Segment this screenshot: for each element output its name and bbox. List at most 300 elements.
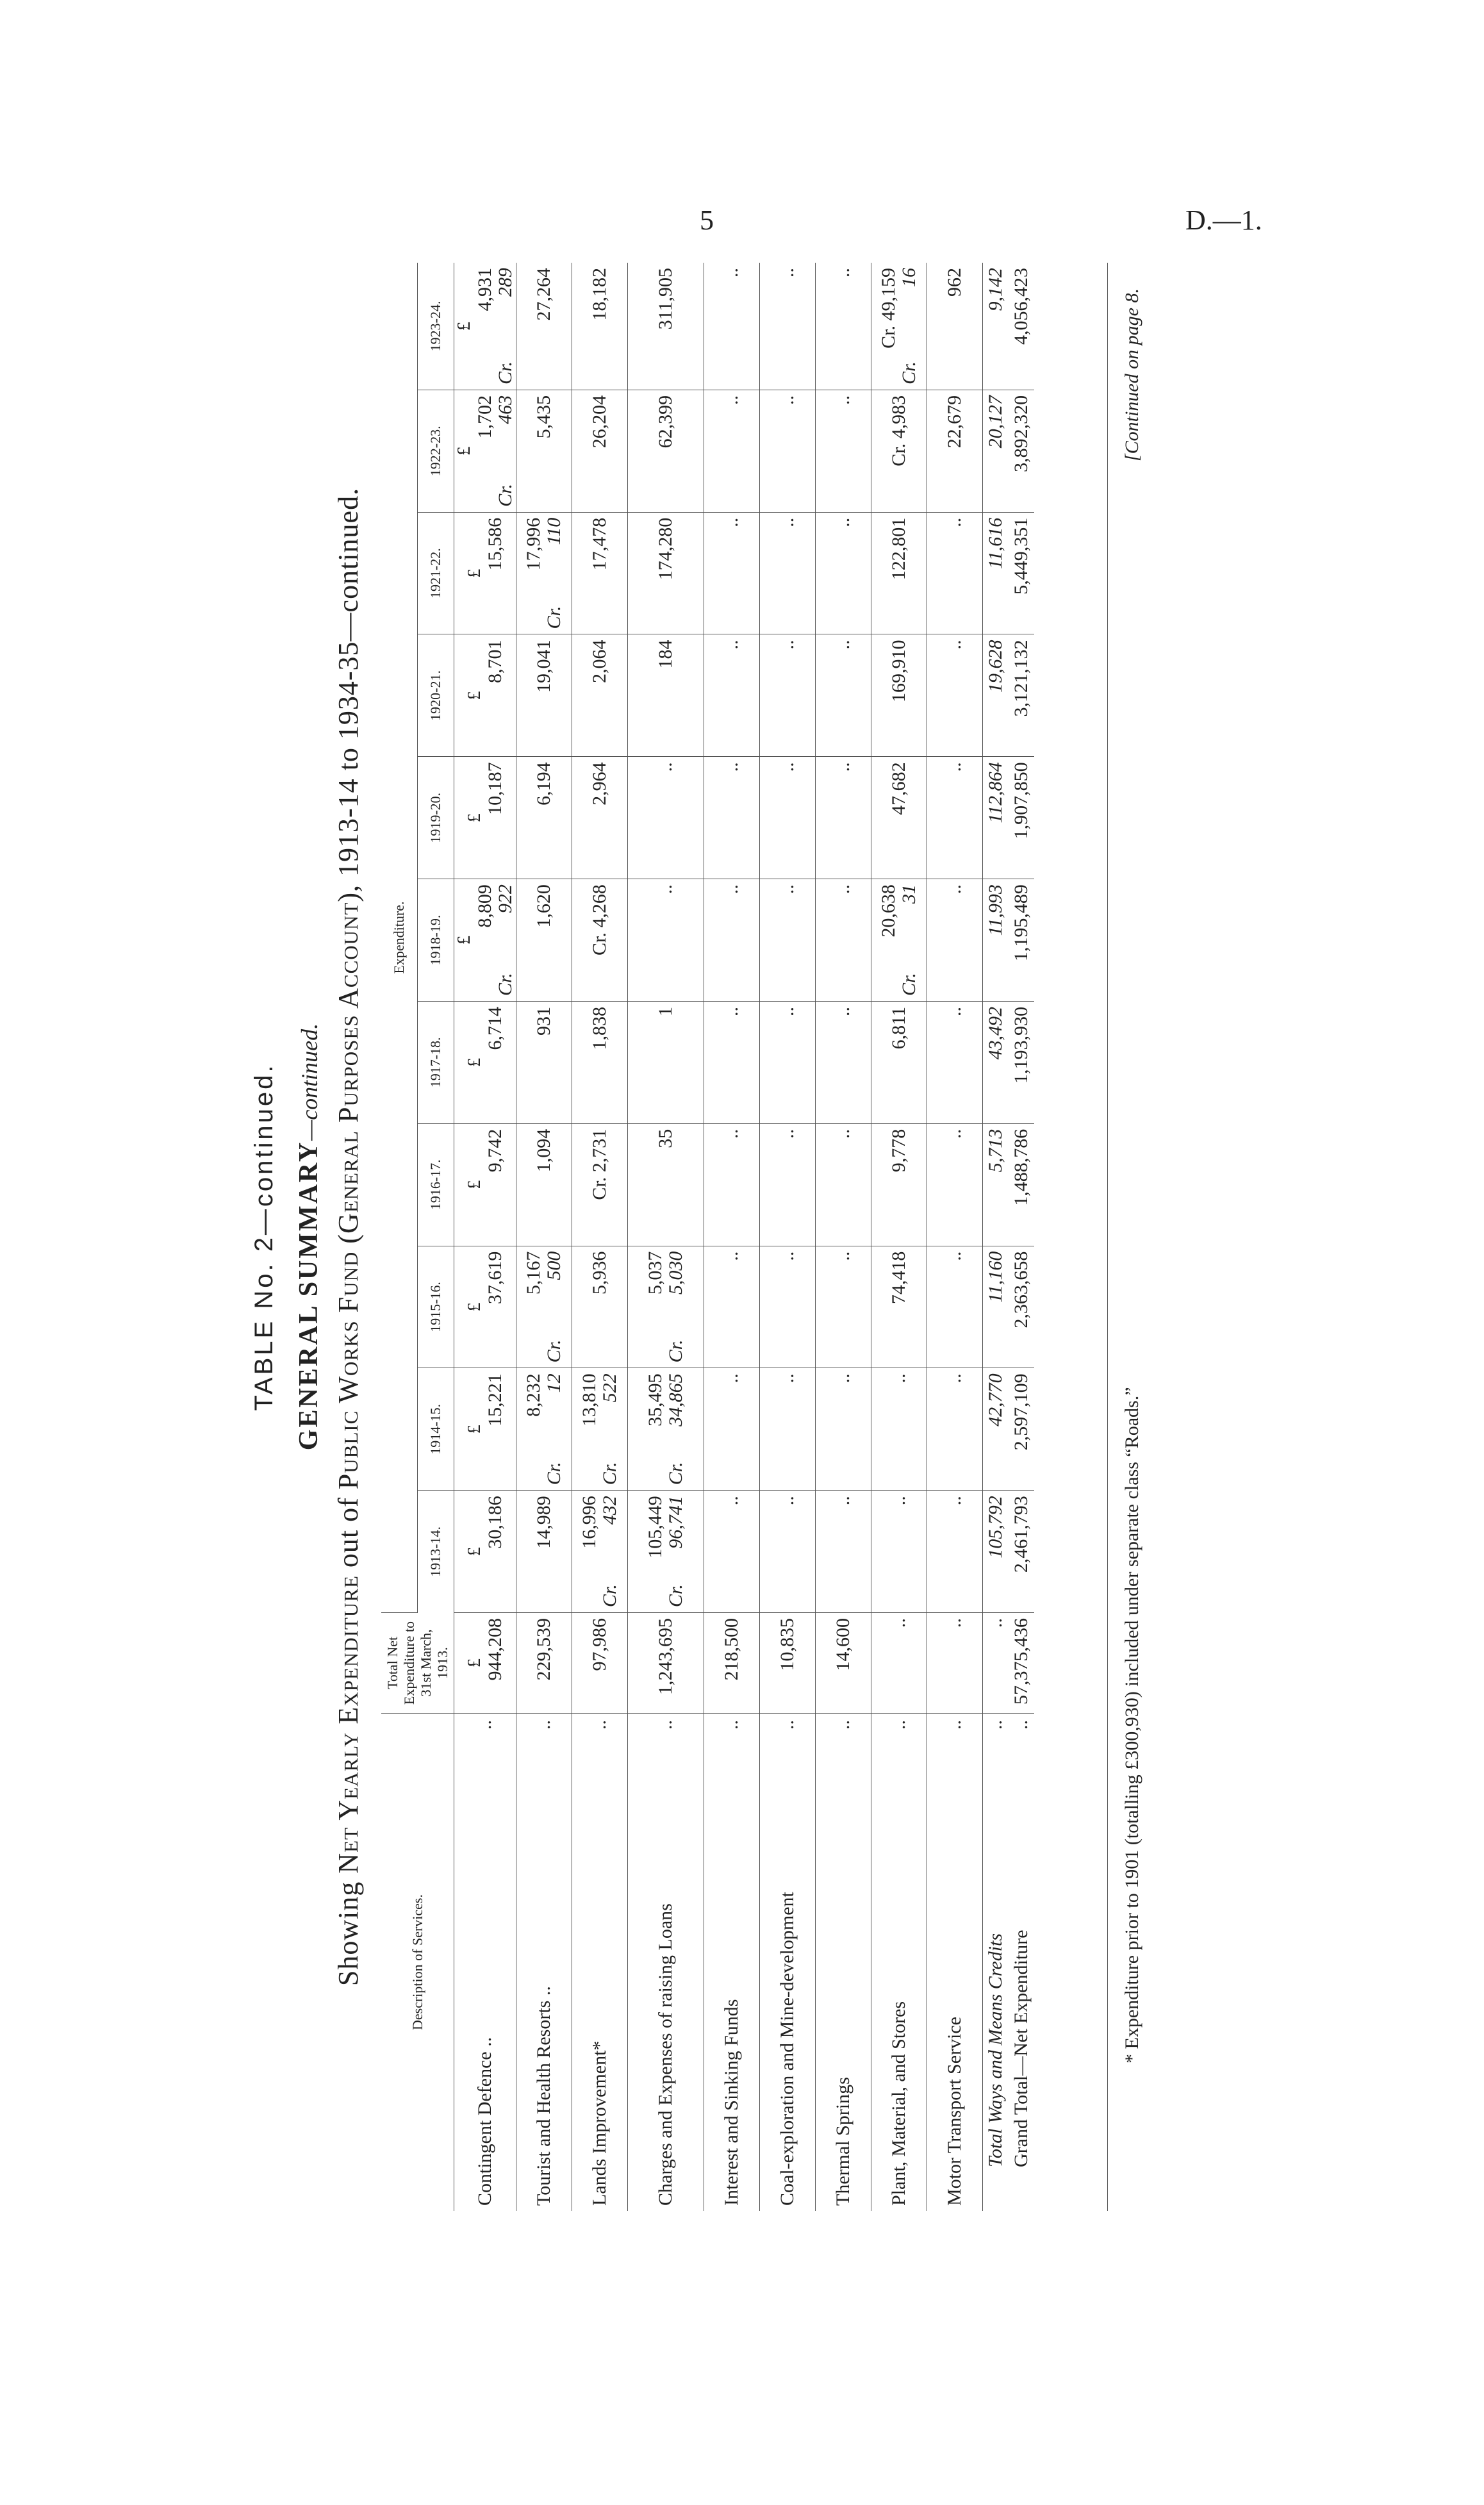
year-value xyxy=(704,634,760,757)
amount: 20,638 xyxy=(878,884,899,938)
credit-amount: 432 xyxy=(599,1496,620,1525)
year-value xyxy=(927,263,983,390)
amount: 105,449 xyxy=(645,1496,666,1558)
credit-amount: 16 xyxy=(898,268,919,287)
year-value xyxy=(760,1123,816,1246)
amount: 22,679 xyxy=(944,395,965,449)
total-value: 1,243,695 xyxy=(655,1618,676,1695)
amount: 8,232 xyxy=(523,1373,544,1417)
credit-amount: 12 xyxy=(543,1373,565,1393)
credit-line xyxy=(600,1373,620,1485)
amount: .. xyxy=(721,395,742,405)
amount: 5,037 xyxy=(645,1251,666,1295)
amount: 35,495 xyxy=(645,1373,666,1426)
credit-line xyxy=(666,1373,686,1485)
amount: .. xyxy=(777,1251,798,1261)
year-value xyxy=(628,1001,704,1123)
total-to-1913: 57,375,436 xyxy=(1009,1613,1034,1714)
year-total: 1,193,930 xyxy=(1009,1001,1034,1123)
year-value xyxy=(760,390,816,512)
year-value xyxy=(760,757,816,879)
amount: 35 xyxy=(655,1128,676,1148)
amount: 9,778 xyxy=(888,1128,909,1173)
amount: 122,801 xyxy=(888,517,909,581)
amount: 16,996 xyxy=(579,1496,600,1549)
year-value xyxy=(454,390,516,512)
total-to-1913 xyxy=(816,1613,871,1714)
year-value xyxy=(628,390,704,512)
amount: .. xyxy=(777,1128,798,1139)
year-value xyxy=(454,634,516,757)
table-subtitle xyxy=(332,244,365,2230)
amount: .. xyxy=(832,517,853,527)
amount: 15,221 xyxy=(484,1373,506,1426)
year-value xyxy=(516,512,572,634)
credit-label: Cr. xyxy=(665,1339,686,1363)
amount: .. xyxy=(832,1373,853,1384)
amount: 17,478 xyxy=(589,517,610,571)
table-row xyxy=(628,263,704,2211)
year-total: 1,907,850 xyxy=(1009,757,1034,879)
year-value xyxy=(871,1246,927,1368)
year-value xyxy=(927,390,983,512)
year-value xyxy=(516,1001,572,1123)
credit-line xyxy=(899,268,919,384)
credit-label: Cr. xyxy=(665,1584,686,1607)
amount: 5,167 xyxy=(523,1251,544,1295)
year-value xyxy=(760,1491,816,1613)
year-value xyxy=(760,263,816,390)
service-label: Plant, Material, and Stores xyxy=(888,2001,909,2206)
year-value xyxy=(572,1246,628,1368)
amount: 30,186 xyxy=(484,1496,506,1549)
year-value xyxy=(628,1123,704,1246)
year-header: 1916-17. xyxy=(418,1123,454,1246)
credit-label: Cr. xyxy=(898,361,919,384)
amount: .. xyxy=(721,884,742,895)
year-value xyxy=(927,757,983,879)
table-row xyxy=(572,263,628,2211)
amount: 62,399 xyxy=(655,395,676,449)
credit-line xyxy=(600,1496,620,1607)
credit-label: Cr. xyxy=(898,973,919,996)
total-header: Total Net Expenditure to 31st March, 1913. xyxy=(381,1613,454,1714)
pound-sign: £ xyxy=(465,1180,484,1189)
amount: 174,280 xyxy=(655,517,676,581)
service-label: Charges and Expenses of raising Loans xyxy=(655,1903,676,2206)
year-value xyxy=(572,263,628,390)
year-value xyxy=(816,1246,871,1368)
year-total: 3,121,132 xyxy=(1009,634,1034,757)
year-total: 2,363,658 xyxy=(1009,1246,1034,1368)
amount: .. xyxy=(777,1496,798,1506)
amount: 2,964 xyxy=(589,762,610,806)
page-number: 5 xyxy=(700,204,714,236)
credit-line xyxy=(495,268,516,384)
pound-sign: £ xyxy=(454,321,474,331)
year-value xyxy=(871,634,927,757)
year-value xyxy=(816,1123,871,1246)
total-to-1913 xyxy=(572,1613,628,1714)
year-value xyxy=(454,1368,516,1491)
amount: .. xyxy=(832,1496,853,1506)
year-value xyxy=(704,1001,760,1123)
amount: .. xyxy=(721,1128,742,1139)
year-value xyxy=(454,879,516,1002)
year-value xyxy=(816,263,871,390)
credit-label: Cr. xyxy=(495,361,516,384)
year-total: 11,993 xyxy=(983,879,1009,1002)
amount: 1,620 xyxy=(533,884,554,928)
amount: 8,701 xyxy=(484,640,506,683)
total-value: 229,539 xyxy=(533,1618,554,1681)
amount: 1 xyxy=(655,1006,676,1016)
credit-amount: 500 xyxy=(543,1251,565,1280)
amount: 13,810 xyxy=(579,1373,600,1426)
year-value xyxy=(454,1246,516,1368)
year-value xyxy=(516,390,572,512)
year-value xyxy=(816,634,871,757)
amount: Cr. 4,268 xyxy=(589,884,610,955)
year-value xyxy=(516,634,572,757)
leader-dots: .. xyxy=(721,1720,742,1730)
year-value xyxy=(871,390,927,512)
total-to-1913 xyxy=(871,1613,927,1714)
year-total: 2,597,109 xyxy=(1009,1368,1034,1491)
subtitle-part-3: out of xyxy=(333,1497,364,1568)
total-to-1913 xyxy=(454,1613,516,1714)
year-total: 3,892,320 xyxy=(1009,390,1034,512)
credit-amount: 5,030 xyxy=(665,1251,686,1295)
year-header: 1923-24. xyxy=(418,263,454,390)
year-value xyxy=(760,879,816,1002)
amount: .. xyxy=(721,1496,742,1506)
year-value xyxy=(760,512,816,634)
pound-sign: £ xyxy=(465,1425,484,1434)
year-value xyxy=(704,1368,760,1491)
summary-title xyxy=(293,244,324,2230)
year-total: 11,160 xyxy=(983,1246,1009,1368)
amount: 1,702 xyxy=(474,395,495,439)
year-value xyxy=(454,1123,516,1246)
table-row xyxy=(454,263,516,2211)
year-value xyxy=(628,1491,704,1613)
credit-amount: 96,741 xyxy=(665,1496,686,1549)
year-value xyxy=(704,757,760,879)
amount: 17,996 xyxy=(523,517,544,571)
amount: 26,204 xyxy=(589,395,610,449)
year-value xyxy=(572,1123,628,1246)
credit-label: Cr. xyxy=(543,1462,565,1485)
credit-line xyxy=(666,1496,686,1607)
year-value xyxy=(516,1491,572,1613)
credit-line xyxy=(666,1252,686,1363)
amount: .. xyxy=(944,762,965,772)
amount: .. xyxy=(721,1006,742,1016)
leader-dots: .. xyxy=(944,1720,965,1730)
amount: 14,989 xyxy=(533,1496,554,1549)
leader-dots: .. xyxy=(832,1720,853,1730)
amount: .. xyxy=(777,395,798,405)
summary-label: GENERAL SUMMARY xyxy=(294,1140,324,1451)
summary-continued: —continued. xyxy=(297,1023,322,1141)
year-value xyxy=(760,1246,816,1368)
amount: 18,182 xyxy=(589,268,610,321)
year-value xyxy=(572,634,628,757)
credit-label: Cr. xyxy=(543,1339,565,1363)
year-value xyxy=(628,512,704,634)
amount: Cr. 4,983 xyxy=(888,395,909,467)
year-value xyxy=(871,1491,927,1613)
year-value xyxy=(572,512,628,634)
pound-sign: £ xyxy=(465,1302,484,1312)
leader-dots: .. xyxy=(888,1720,909,1730)
document-reference: D.—1. xyxy=(1185,204,1262,236)
amount: Cr. 49,159 xyxy=(878,268,899,349)
year-total: 5,713 xyxy=(983,1123,1009,1246)
leader-dots: .. xyxy=(1010,1720,1032,1730)
credit-label: Cr. xyxy=(665,1462,686,1485)
year-total: 112,864 xyxy=(983,757,1009,879)
year-value xyxy=(816,1001,871,1123)
year-value xyxy=(816,757,871,879)
year-value xyxy=(454,1491,516,1613)
amount: 5,435 xyxy=(533,395,554,439)
year-header: 1922-23. xyxy=(418,390,454,512)
footnote: * Expenditure prior to 1901 (totalling £300,930) included under separate class “Roads.” xyxy=(1121,1387,1142,2063)
credit-label: Cr. xyxy=(495,973,516,996)
credit-line xyxy=(544,1373,565,1485)
amount: .. xyxy=(832,640,853,650)
year-header: 1918-19. xyxy=(418,879,454,1002)
year-value xyxy=(927,634,983,757)
year-header: 1920-21. xyxy=(418,634,454,757)
year-value xyxy=(927,879,983,1002)
amount: 2,064 xyxy=(589,640,610,683)
year-value xyxy=(871,1123,927,1246)
credit-line xyxy=(495,395,516,507)
table-row xyxy=(516,263,572,2211)
credit-line xyxy=(899,884,919,996)
total-to-1913 xyxy=(927,1613,983,1714)
amount: .. xyxy=(721,762,742,772)
table-row xyxy=(704,263,760,2211)
year-value xyxy=(516,1246,572,1368)
amount: .. xyxy=(721,1251,742,1261)
service-description xyxy=(816,1714,871,2212)
leader-dots: .. xyxy=(985,1720,1006,1730)
total-value: 14,600 xyxy=(832,1618,853,1671)
table-row xyxy=(927,263,983,2211)
year-value xyxy=(704,1123,760,1246)
amount: .. xyxy=(655,884,676,895)
year-value xyxy=(628,1368,704,1491)
year-value xyxy=(628,757,704,879)
table-row xyxy=(760,263,816,2211)
amount: .. xyxy=(832,1128,853,1139)
credit-label: Cr. xyxy=(599,1462,620,1485)
year-value xyxy=(572,757,628,879)
pound-sign: £ xyxy=(465,691,484,700)
credit-amount: 522 xyxy=(599,1373,620,1403)
service-label: Thermal Springs xyxy=(832,2077,853,2206)
total-row xyxy=(983,263,1009,2211)
year-value xyxy=(572,1368,628,1491)
total-description xyxy=(983,1714,1009,2212)
amount: 4,931 xyxy=(474,268,495,311)
amount: .. xyxy=(777,1006,798,1016)
leader-dots: .. xyxy=(655,1720,676,1730)
amount: 6,811 xyxy=(888,1006,909,1050)
year-total: 20,127 xyxy=(983,390,1009,512)
year-value xyxy=(516,1123,572,1246)
year-value xyxy=(927,1123,983,1246)
amount: .. xyxy=(721,1373,742,1384)
amount: 962 xyxy=(944,268,965,297)
rotated-page-content xyxy=(250,244,1185,2230)
year-value xyxy=(871,757,927,879)
year-value xyxy=(516,757,572,879)
year-total: 11,616 xyxy=(983,512,1009,634)
total-value: 10,835 xyxy=(777,1618,798,1671)
total-to-1913 xyxy=(516,1613,572,1714)
total-to-1913: .. xyxy=(983,1613,1009,1714)
year-total: 105,792 xyxy=(983,1491,1009,1613)
year-value xyxy=(572,1001,628,1123)
year-value xyxy=(927,1246,983,1368)
year-value xyxy=(628,263,704,390)
year-value xyxy=(760,634,816,757)
amount: .. xyxy=(777,1373,798,1384)
amount: .. xyxy=(944,1128,965,1139)
amount: .. xyxy=(832,762,853,772)
year-value xyxy=(871,1001,927,1123)
total-value: 944,208 xyxy=(484,1618,506,1681)
amount: .. xyxy=(721,517,742,527)
year-value xyxy=(760,1368,816,1491)
service-description xyxy=(454,1714,516,2212)
credit-amount: 463 xyxy=(495,395,516,424)
amount: .. xyxy=(721,268,742,277)
year-value xyxy=(454,512,516,634)
year-value xyxy=(816,390,871,512)
total-value: 97,986 xyxy=(589,1618,610,1671)
service-label: Motor Transport Service xyxy=(944,2017,965,2206)
amount: 1,838 xyxy=(589,1006,610,1050)
credit-label: Cr. xyxy=(543,606,565,629)
year-value xyxy=(516,1368,572,1491)
service-label: Tourist and Health Resorts .. xyxy=(533,1986,554,2206)
amount: 19,041 xyxy=(533,640,554,693)
amount: .. xyxy=(944,517,965,527)
credit-amount: 110 xyxy=(543,517,565,545)
amount: .. xyxy=(777,884,798,895)
desc-header: Description of Services. xyxy=(409,1894,425,2030)
year-value xyxy=(704,390,760,512)
year-value xyxy=(704,1491,760,1613)
service-description xyxy=(572,1714,628,2212)
amount: .. xyxy=(944,884,965,895)
amount: 311,905 xyxy=(655,268,676,330)
amount: 47,682 xyxy=(888,762,909,815)
service-description xyxy=(760,1714,816,2212)
amount: .. xyxy=(944,1251,965,1261)
year-header: 1915-16. xyxy=(418,1246,454,1368)
year-value xyxy=(760,1001,816,1123)
subtitle-part-2: Net Yearly Expenditure xyxy=(333,1575,364,1874)
amount: 169,910 xyxy=(888,640,909,702)
year-value xyxy=(704,879,760,1002)
amount: 8,809 xyxy=(474,884,495,928)
amount: .. xyxy=(944,1373,965,1384)
year-header: 1919-20. xyxy=(418,757,454,879)
year-total: 1,195,489 xyxy=(1009,879,1034,1002)
credit-line xyxy=(544,1252,565,1363)
table-title: TABLE No. 2—continued. xyxy=(250,1062,278,1411)
amount: .. xyxy=(832,1251,853,1261)
year-value xyxy=(516,263,572,390)
year-total: 1,488,786 xyxy=(1009,1123,1034,1246)
year-header: 1913-14. xyxy=(418,1491,454,1613)
leader-dots: .. xyxy=(474,1720,495,1730)
pound-sign: £ xyxy=(465,1057,484,1067)
amount: .. xyxy=(944,1496,965,1506)
amount: 1,094 xyxy=(533,1128,554,1173)
credit-amount: 289 xyxy=(495,268,516,297)
credit-line xyxy=(544,518,565,629)
pound-sign: £ xyxy=(465,813,484,823)
amount: .. xyxy=(832,884,853,895)
table-row xyxy=(816,263,871,2211)
amount: 184 xyxy=(655,640,676,669)
year-value xyxy=(628,1246,704,1368)
year-value xyxy=(704,263,760,390)
year-value xyxy=(454,263,516,390)
year-header: 1914-15. xyxy=(418,1368,454,1491)
year-value xyxy=(516,879,572,1002)
subtitle-part-4: Public Works Fund (General Purposes Account), xyxy=(333,884,364,1490)
year-value xyxy=(927,1491,983,1613)
year-value xyxy=(927,1368,983,1491)
expenditure-header: Expenditure. xyxy=(381,263,418,1613)
total-label: Grand Total—Net Expenditure xyxy=(1010,1930,1032,2167)
amount: 9,742 xyxy=(484,1128,506,1173)
year-value xyxy=(572,390,628,512)
credit-label: Cr. xyxy=(599,1584,620,1607)
pound-sign: £ xyxy=(454,446,474,456)
credit-amount: 31 xyxy=(898,884,919,904)
amount: .. xyxy=(944,1006,965,1016)
amount: .. xyxy=(888,1373,909,1384)
year-value xyxy=(628,879,704,1002)
year-value xyxy=(572,1491,628,1613)
service-label: Coal-exploration and Mine-development xyxy=(777,1892,798,2206)
expenditure-table xyxy=(381,263,1034,2211)
pound-sign: £ xyxy=(465,1658,484,1667)
amount: 37,619 xyxy=(484,1251,506,1305)
year-value xyxy=(927,1001,983,1123)
year-value xyxy=(816,512,871,634)
year-value xyxy=(871,263,927,390)
year-total: 19,628 xyxy=(983,634,1009,757)
amount: .. xyxy=(832,395,853,405)
total-to-1913 xyxy=(760,1613,816,1714)
credit-label: Cr. xyxy=(495,483,516,507)
pound-sign: £ xyxy=(465,1547,484,1557)
credit-line xyxy=(495,884,516,996)
year-value xyxy=(871,879,927,1002)
year-header: 1917-18. xyxy=(418,1001,454,1123)
